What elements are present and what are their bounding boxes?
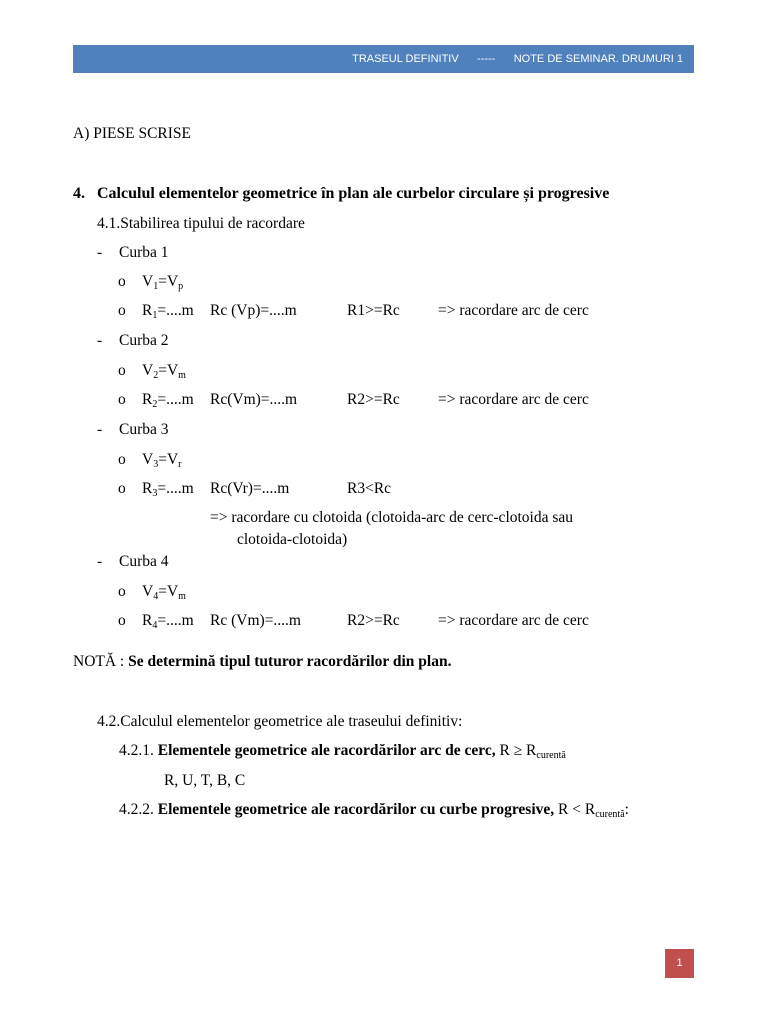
subsection-4-2-1-list: R, U, T, B, C [164, 772, 246, 789]
curba-4-condition: R2>=Rc [347, 612, 400, 629]
running-header [73, 45, 694, 73]
header-separator: ----- [477, 53, 496, 65]
section-a-heading: A) PIESE SCRISE [73, 125, 191, 142]
section-4-number: 4. [73, 185, 85, 202]
bullet-marker: o [118, 302, 126, 319]
curba-1-radius: $R_1=....m$ [142, 302, 194, 321]
curba-3-condition: R3<Rc [347, 480, 392, 497]
bullet-marker: o [118, 451, 126, 468]
bullet-marker: o [118, 480, 126, 497]
curba-1-rc: Rc (Vp)=....m [210, 302, 297, 319]
section-4-heading [73, 185, 609, 203]
curba-1-result: => racordare arc de cerc [438, 302, 589, 319]
curba-1-label: Curba 1 [119, 244, 169, 261]
bullet-marker: o [118, 612, 126, 629]
dash-marker: - [97, 421, 103, 438]
dash-marker: - [97, 244, 103, 261]
note-text: Se determină tipul tuturor racordărilor din plan. [128, 653, 452, 670]
header-right: NOTE DE SEMINAR. DRUMURI 1 [513, 53, 683, 65]
curba-4-radius: $R_4=....m$ [142, 612, 194, 631]
curba-4-result: => racordare arc de cerc [438, 612, 589, 629]
curba-3-speed: $V_3=V_r$ [142, 451, 182, 470]
curba-3-label: Curba 3 [119, 421, 169, 438]
curba-1-speed: $V_1=V_p$ [142, 273, 184, 292]
curba-2-rc: Rc(Vm)=....m [210, 391, 298, 408]
curba-3-result-line2: clotoida-clotoida) [237, 531, 348, 548]
bullet-marker: o [118, 391, 126, 408]
dash-marker: - [97, 553, 103, 570]
curba-2-result: => racordare arc de cerc [438, 391, 589, 408]
note [73, 653, 451, 671]
header-left: TRASEUL DEFINITIV [352, 53, 459, 65]
curba-2-speed: $V_2=V_m$ [142, 362, 186, 381]
bullet-marker: o [118, 273, 126, 290]
curba-4-rc: Rc (Vm)=....m [210, 612, 301, 629]
note-label: NOTĂ : [73, 653, 125, 670]
section-4-title: Calculul elementelor geometrice în plan ale curbelor circulare și progresive [97, 185, 610, 202]
curba-2-radius: $R_2=....m$ [142, 391, 194, 410]
page-number-badge: 1 [665, 949, 694, 978]
subsection-4-2-2: 4.2.2. Elementele geometrice ale racordărilor cu curbe progresive, $R < R_{curentă}$: [119, 801, 629, 820]
curba-1-condition: R1>=Rc [347, 302, 400, 319]
curba-2-condition: R2>=Rc [347, 391, 400, 408]
subsection-4-2-1: 4.2.1. Elementele geometrice ale racordărilor arc de cerc, $R \ge R_{curentă}$ [119, 742, 566, 761]
curba-3-rc: Rc(Vr)=....m [210, 480, 290, 497]
curba-2-label: Curba 2 [119, 332, 169, 349]
curba-3-result-line1: => racordare cu clotoida (clotoida-arc de cerc-clotoida sau [210, 509, 574, 526]
curba-4-speed: $V_4=V_m$ [142, 583, 186, 602]
curba-4-label: Curba 4 [119, 553, 169, 570]
bullet-marker: o [118, 583, 126, 600]
bullet-marker: o [118, 362, 126, 379]
subsection-4-1: 4.1.Stabilirea tipului de racordare [97, 215, 305, 232]
curba-3-radius: $R_3=....m$ [142, 480, 194, 499]
subsection-4-2: 4.2.Calculul elementelor geometrice ale traseului definitiv: [97, 713, 463, 730]
dash-marker: - [97, 332, 103, 349]
